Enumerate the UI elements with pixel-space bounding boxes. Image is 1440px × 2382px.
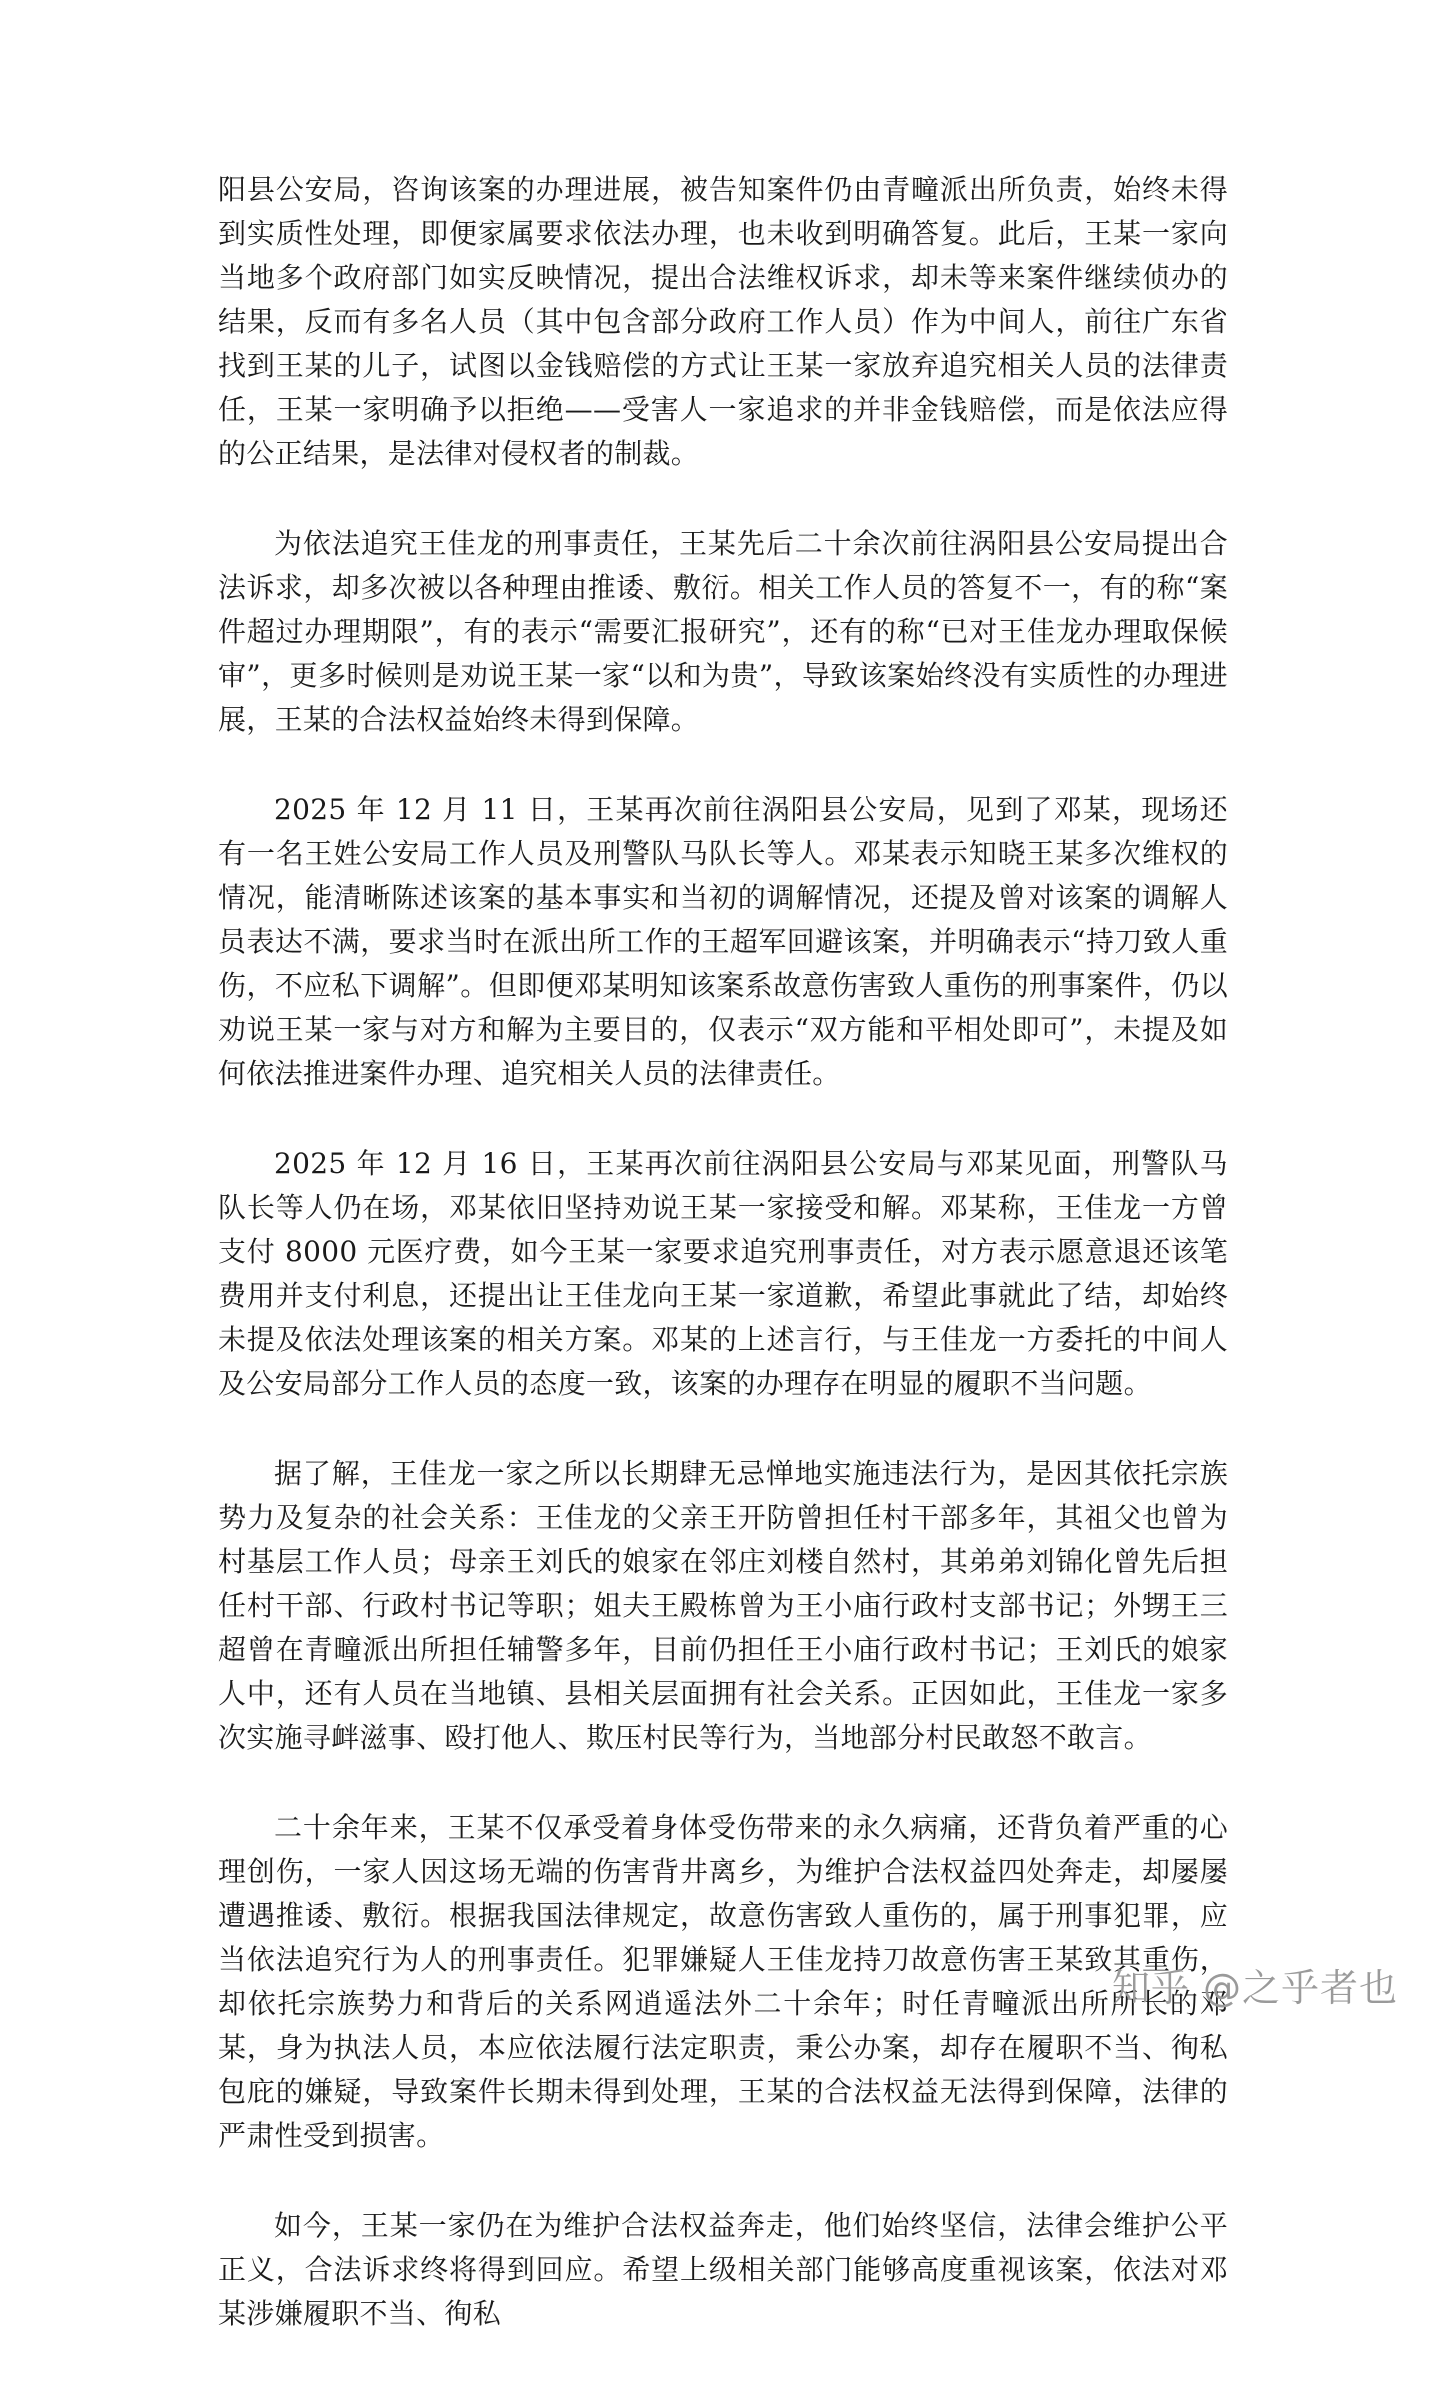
paragraph-2: 为依法追究王佳龙的刑事责任，王某先后二十余次前往涡阳县公安局提出合法诉求，却多次被以各种理由推诿、敷衍。相关工作人员的答复不一，有的称“案件超过办理期限”，有的表示“需要汇报研究”，还有的称“已对王佳龙办理取保候审”，更多时候则是劝说王某一家“以和为贵”，导致该案始终没有实质性的办理进展，王某的合法权益始终未得到保障。: [218, 527, 1228, 736]
paragraph-6: 二十余年来，王某不仅承受着身体受伤带来的永久病痛，还背负着严重的心理创伤，一家人因这场无端的伤害背井离乡，为维护合法权益四处奔走，却屡屡遭遇推诿、敷衍。根据我国法律规定，故意伤害致人重伤的，属于刑事犯罪，应当依法追究行为人的刑事责任。犯罪嫌疑人王佳龙持刀故意伤害王某致其重伤，却依托宗族势力和背后的关系网逍遥法外二十余年；时任青疃派出所所长的邓某，身为执法人员，本应依法履行法定职责，秉公办案，却存在履职不当、徇私包庇的嫌疑，导致案件长期未得到处理，王某的合法权益无法得到保障，法律的严肃性受到损害。: [218, 1811, 1228, 2152]
document-body: [218, 168, 1228, 2382]
paragraph-1: 阳县公安局，咨询该案的办理进展，被告知案件仍由青疃派出所负责，始终未得到实质性处理，即便家属要求依法办理，也未收到明确答复。此后，王某一家向当地多个政府部门如实反映情况，提出合法维权诉求，却未等来案件继续侦办的结果，反而有多名人员（其中包含部分政府工作人员）作为中间人，前往广东省找到王某的儿子，试图以金钱赔偿的方式让王某一家放弃追究相关人员的法律责任，王某一家明确予以拒绝——受害人一家追求的并非金钱赔偿，而是依法应得的公正结果，是法律对侵权者的制裁。: [218, 173, 1228, 470]
paragraph-7: 如今，王某一家仍在为维护合法权益奔走，他们始终坚信，法律会维护公平正义，合法诉求终将得到回应。希望上级相关部门能够高度重视该案，依法对邓某涉嫌履职不当、徇私: [218, 2209, 1228, 2330]
paragraph-3: 2025 年 12 月 11 日，王某再次前往涡阳县公安局，见到了邓某，现场还有一名王姓公安局工作人员及刑警队马队长等人。邓某表示知晓王某多次维权的情况，能清晰陈述该案的基本事实和当初的调解情况，还提及曾对该案的调解人员表达不满，要求当时在派出所工作的王超军回避该案，并明确表示“持刀致人重伤，不应私下调解”。但即便邓某明知该案系故意伤害致人重伤的刑事案件，仍以劝说王某一家与对方和解为主要目的，仅表示“双方能和平相处即可”，未提及如何依法推进案件办理、追究相关人员的法律责任。: [218, 793, 1228, 1090]
paragraph-4: 2025 年 12 月 16 日，王某再次前往涡阳县公安局与邓某见面，刑警队马队长等人仍在场，邓某依旧坚持劝说王某一家接受和解。邓某称，王佳龙一方曾支付 8000 元医疗费，如今王某一家要求追究刑事责任，对方表示愿意退还该笔费用并支付利息，还提出让王佳龙向王某一家道歉，希望此事就此了结，却始终未提及依法处理该案的相关方案。邓某的上述言行，与王佳龙一方委托的中间人及公安局部分工作人员的态度一致，该案的办理存在明显的履职不当问题。: [218, 1147, 1228, 1400]
zhihu-watermark: 知乎 @之乎者也: [1111, 1966, 1398, 2010]
paragraph-5: 据了解，王佳龙一家之所以长期肆无忌惮地实施违法行为，是因其依托宗族势力及复杂的社会关系：王佳龙的父亲王开防曾担任村干部多年，其祖父也曾为村基层工作人员；母亲王刘氏的娘家在邻庄刘楼自然村，其弟弟刘锦化曾先后担任村干部、行政村书记等职；姐夫王殿栋曾为王小庙行政村支部书记；外甥王三超曾在青疃派出所担任辅警多年，目前仍担任王小庙行政村书记；王刘氏的娘家人中，还有人员在当地镇、县相关层面拥有社会关系。正因如此，王佳龙一家多次实施寻衅滋事、殴打他人、欺压村民等行为，当地部分村民敢怒不敢言。: [218, 1457, 1228, 1754]
